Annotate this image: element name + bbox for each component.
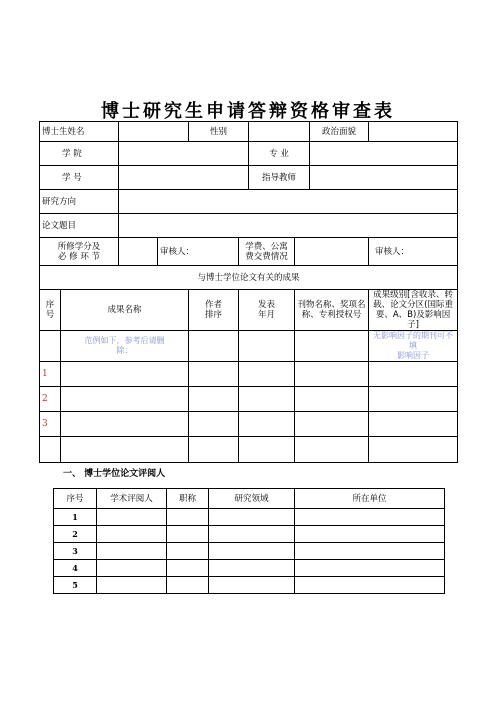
credits-label-line-1: 所修学分及 [57, 241, 101, 252]
example-author-cell[interactable] [189, 331, 239, 362]
reviewer-affiliation-cell[interactable] [295, 526, 445, 543]
fees-label [239, 238, 295, 266]
advisor-field[interactable] [310, 166, 458, 190]
achievement-name-cell[interactable] [61, 437, 189, 463]
achievement-name-header: 成果名称 [61, 290, 189, 331]
credits-reviewer-label: 审核人： [158, 238, 239, 266]
example-level-hint [369, 331, 458, 362]
achievement-level-header-line-1: 成果级别[含收录、转 [373, 290, 453, 300]
reviewer-title-cell[interactable] [167, 543, 209, 560]
reviewer-field-cell[interactable] [209, 526, 295, 543]
reviewers-section-title: 一、 博士学位论文评阅人 [63, 469, 166, 479]
political-field[interactable] [369, 122, 458, 142]
reviewer-title-cell[interactable] [167, 526, 209, 543]
reviewer-affiliation-header: 所在单位 [295, 489, 445, 509]
achievement-journal-cell[interactable] [295, 387, 369, 412]
example-name-hint [61, 331, 189, 362]
seq-header-line-2: 号 [45, 310, 55, 320]
reviewer-title-cell[interactable] [167, 509, 209, 526]
author-order-header-line-1: 作者 [205, 300, 223, 310]
reviewer-name-cell[interactable] [97, 560, 167, 577]
reviewer-row-number: 4 [54, 560, 97, 577]
example-date-cell[interactable] [239, 331, 295, 362]
achievement-name-cell[interactable] [61, 412, 189, 437]
fees-field[interactable] [295, 238, 369, 266]
reviewer-name-cell[interactable] [97, 543, 167, 560]
achievement-level-cell[interactable] [369, 387, 458, 412]
form-title: 博士研究生申请答辩资格审查表 [101, 101, 395, 122]
reviewer-field-cell[interactable] [209, 543, 295, 560]
achievement-date-cell[interactable] [239, 362, 295, 387]
reviewer-field-cell[interactable] [209, 509, 295, 526]
achievement-date-cell[interactable] [239, 387, 295, 412]
achievement-level-cell[interactable] [369, 412, 458, 437]
major-label: 专 业 [249, 142, 310, 166]
reviewer-affiliation-cell[interactable] [295, 577, 445, 594]
reviewer-row-number: 3 [54, 543, 97, 560]
reviewer-row-number: 5 [54, 577, 97, 594]
reviewer-name-cell[interactable] [97, 509, 167, 526]
name-label: 博士生姓名 [40, 122, 119, 142]
achievement-level-cell[interactable] [369, 362, 458, 387]
research-label: 研究方向 [40, 190, 119, 214]
achievement-name-cell[interactable] [61, 362, 189, 387]
example-name-hint-line-2: 除： [116, 346, 133, 355]
reviewer-row-number: 2 [54, 526, 97, 543]
reviewer-title-header: 职称 [167, 489, 209, 509]
author-order-header-line-2: 排序 [205, 310, 223, 320]
reviewer-name-cell[interactable] [97, 526, 167, 543]
credits-label-line-2: 必 修 环 节 [57, 251, 101, 262]
achievement-journal-cell[interactable] [295, 437, 369, 463]
journal-header [295, 290, 369, 331]
thesis-label: 论文题目 [40, 214, 119, 238]
credits-field[interactable] [119, 238, 158, 266]
fees-label-line-1: 学费、公寓 [245, 241, 288, 252]
achievement-name-cell[interactable] [61, 387, 189, 412]
achievement-author-cell[interactable] [189, 412, 239, 437]
political-label: 政治面貌 [310, 122, 369, 142]
achievement-author-cell[interactable] [189, 387, 239, 412]
reviewer-title-cell[interactable] [167, 560, 209, 577]
publish-date-header [239, 290, 295, 331]
reviewer-name-cell[interactable] [97, 577, 167, 594]
example-name-hint-line-1: 范例如下，参考后请删 [84, 336, 165, 345]
achievement-level-header-line-2: 载、论文分区(国际重 [373, 300, 453, 310]
achievement-author-cell[interactable] [189, 437, 239, 463]
research-field[interactable] [119, 190, 458, 214]
example-level-hint-line-1: 无影响因子的期刊可不填 [373, 331, 454, 350]
fees-reviewer-label: 审核人： [369, 238, 458, 266]
student-id-label: 学 号 [40, 166, 119, 190]
achievement-row-number [40, 437, 61, 463]
example-level-hint-line-2: 影响因子 [397, 351, 430, 360]
publish-date-header-line-1: 发表 [258, 300, 276, 310]
major-field[interactable] [310, 142, 458, 166]
achievement-row-number: 2 [40, 387, 61, 412]
achievements-section-title: 与博士学位论文有关的成果 [40, 266, 458, 290]
achievement-row-number: 1 [40, 362, 61, 387]
achievement-level-header-line-3: 要、A、B)及影响因子] [375, 310, 451, 330]
journal-header-line-1: 刊物名称、奖项名 [297, 300, 366, 310]
achievement-level-header [369, 290, 458, 331]
seq-header [40, 290, 61, 331]
reviewer-row-number: 1 [54, 509, 97, 526]
achievement-date-cell[interactable] [239, 412, 295, 437]
achievement-journal-cell[interactable] [295, 362, 369, 387]
reviewer-affiliation-cell[interactable] [295, 543, 445, 560]
example-seq-cell[interactable] [40, 331, 61, 362]
application-form-table [39, 121, 458, 463]
author-order-header [189, 290, 239, 331]
reviewer-affiliation-cell[interactable] [295, 560, 445, 577]
advisor-label: 指导教师 [249, 166, 310, 190]
student-id-field[interactable] [119, 166, 249, 190]
achievement-date-cell[interactable] [239, 437, 295, 463]
reviewer-name-header: 学术评阅人 [97, 489, 167, 509]
credits-label [40, 238, 119, 266]
achievement-journal-cell[interactable] [295, 412, 369, 437]
thesis-field[interactable] [119, 214, 458, 238]
reviewer-seq-header: 序号 [54, 489, 97, 509]
reviewers-table [53, 488, 445, 594]
gender-field[interactable] [249, 122, 310, 142]
example-journal-cell[interactable] [295, 331, 369, 362]
reviewer-affiliation-cell[interactable] [295, 509, 445, 526]
achievement-level-cell[interactable] [369, 437, 458, 463]
achievement-author-cell[interactable] [189, 362, 239, 387]
achievement-row-number: 3 [40, 412, 61, 437]
gender-label: 性别 [189, 122, 249, 142]
seq-header-line-1: 序 [45, 300, 55, 310]
journal-header-line-2: 称、专利授权号 [301, 310, 362, 320]
publish-date-header-line-2: 年月 [258, 310, 276, 320]
reviewer-field-cell[interactable] [209, 560, 295, 577]
reviewer-field-header: 研究领域 [209, 489, 295, 509]
fees-label-line-2: 费交费情况 [245, 251, 288, 262]
reviewer-field-cell[interactable] [209, 577, 295, 594]
name-field[interactable] [119, 122, 189, 142]
college-label: 学 院 [40, 142, 119, 166]
reviewer-title-cell[interactable] [167, 577, 209, 594]
college-field[interactable] [119, 142, 249, 166]
